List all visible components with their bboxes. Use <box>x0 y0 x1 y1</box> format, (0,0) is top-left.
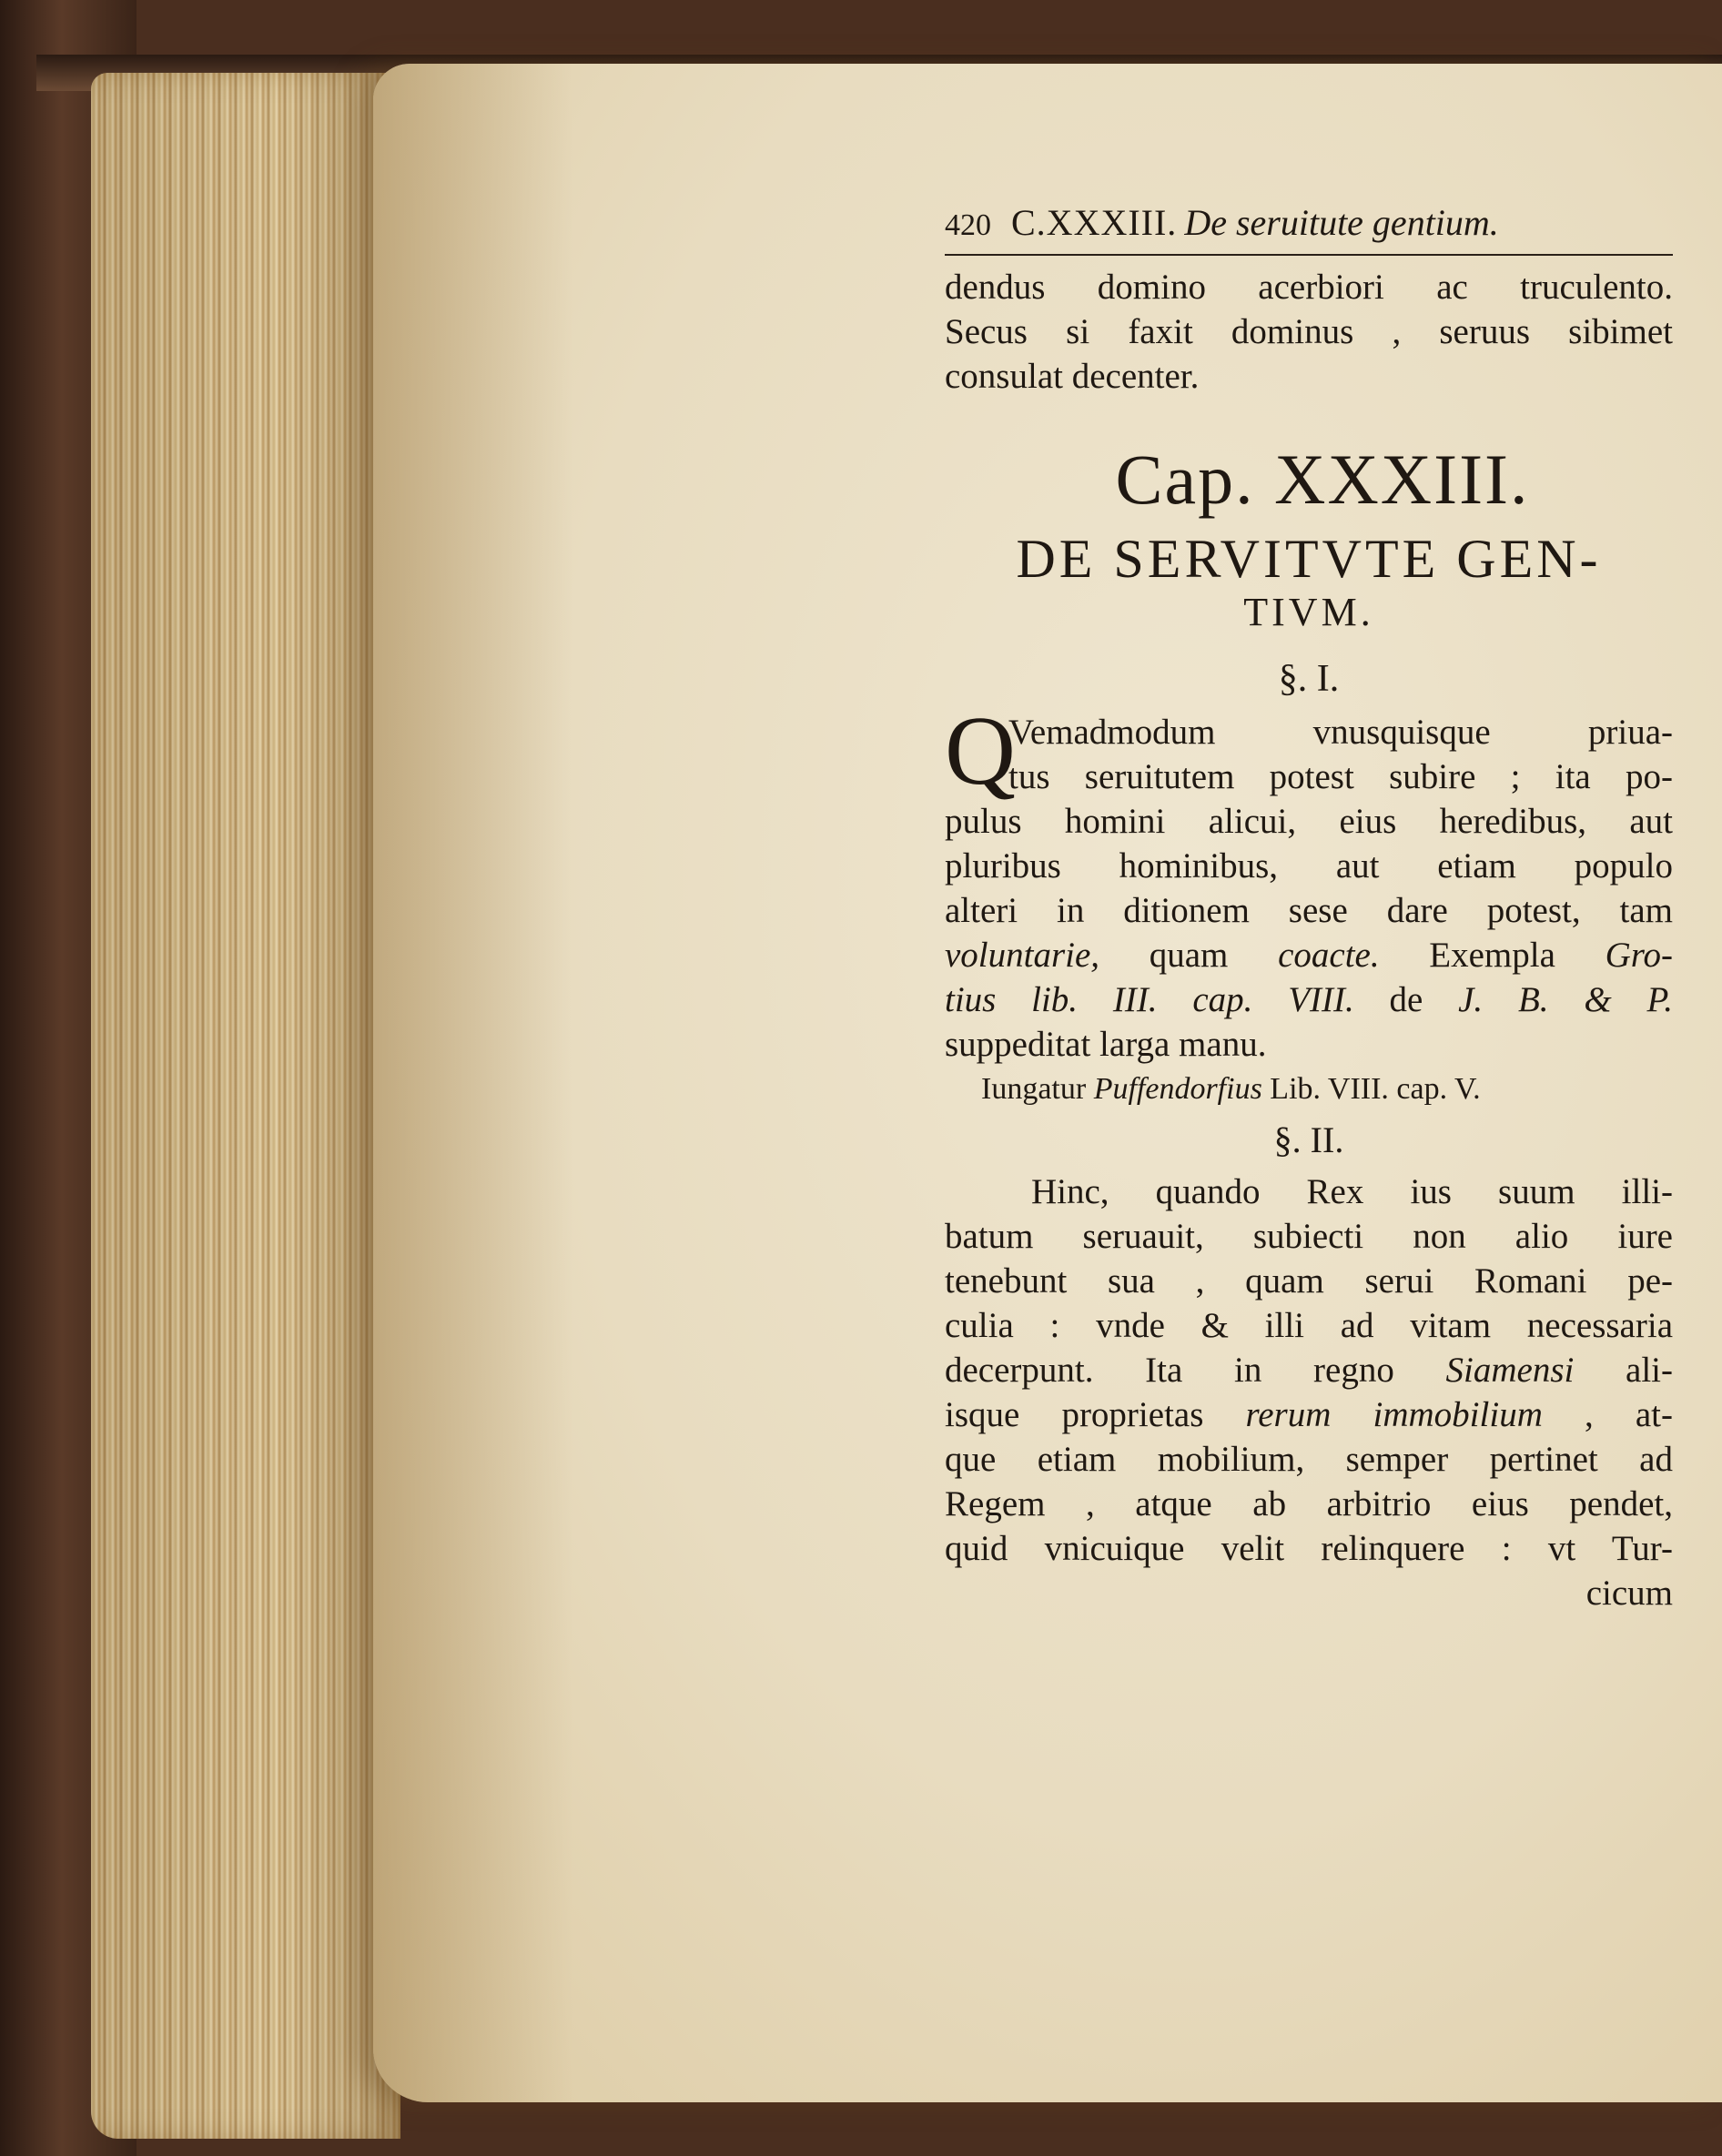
chapter-title-line-2: TIVM. <box>1243 590 1374 634</box>
text-line <box>945 977 1673 1022</box>
text-span: , at- <box>1542 1395 1673 1434</box>
italic-word: Puffendorfius <box>1093 1072 1262 1106</box>
text-block <box>945 202 1673 1615</box>
drop-cap: Q <box>945 697 1016 805</box>
text-line: Regem , atque ab arbitrio eius pendet, <box>945 1484 1673 1523</box>
text-line: suppeditat larga manu. <box>945 1025 1267 1064</box>
text-span: Exempla <box>1379 936 1606 975</box>
text-line: alteri in ditionem sese dare potest, tam <box>945 891 1673 930</box>
italic-word: Gro- <box>1605 936 1673 975</box>
catchword: cicum <box>1585 1574 1673 1613</box>
text-line <box>945 1392 1673 1437</box>
text-line: que etiam mobilium, semper pertinet ad <box>945 1440 1673 1479</box>
text-line: pulus homini alicui, eius heredibus, aut <box>945 802 1673 841</box>
text-line: tus seruitutem potest subire ; ita po- <box>1008 757 1673 796</box>
italic-word: voluntarie, <box>945 936 1100 975</box>
section-mark-2: §. II. <box>1273 1119 1344 1160</box>
italic-word: Siamensi <box>1445 1351 1575 1390</box>
page-number: 420 <box>945 208 991 242</box>
text-span: quam <box>1099 936 1279 975</box>
italic-word: J. B. & P. <box>1458 980 1673 1019</box>
text-line: culia : vnde & illi ad vitam necessaria <box>945 1306 1673 1345</box>
italic-word: rerum immobilium <box>1245 1395 1543 1434</box>
text-span: Lib. VIII. cap. V. <box>1261 1072 1481 1106</box>
text-span: isque proprietas <box>945 1395 1246 1434</box>
header-title: De seruitute gentium. <box>1184 202 1499 243</box>
section-1-paragraph <box>945 697 1673 1111</box>
section-mark-1: §. I. <box>1278 658 1340 700</box>
text-line: batum seruauit, subiecti non alio iure <box>945 1217 1673 1256</box>
text-span: ali- <box>1574 1351 1673 1390</box>
note-line <box>945 1067 1673 1111</box>
text-line: consulat decenter. <box>945 357 1200 396</box>
running-header <box>945 202 1673 256</box>
header-chapter: C.XXXIII. <box>1011 202 1178 243</box>
text-line: quid vnicuique velit relinquere : vt Tur- <box>945 1529 1673 1568</box>
text-line: dendus domino acerbiori ac truculento. <box>945 268 1673 307</box>
text-line <box>945 933 1673 977</box>
italic-word: tius lib. III. cap. VIII. <box>945 980 1354 1019</box>
text-line: pluribus hominibus, aut etiam populo <box>945 846 1673 886</box>
italic-word: coacte. <box>1278 936 1380 975</box>
text-line: Hinc, quando Rex ius suum illi- <box>1031 1172 1673 1211</box>
chapter-heading: Cap. XXXIII. <box>1115 440 1530 519</box>
text-line <box>945 1348 1673 1392</box>
page-gutter-shadow <box>373 64 573 2102</box>
text-span: de <box>1353 980 1459 1019</box>
page-edges <box>91 73 400 2139</box>
chapter-title-line-1: DE SERVITVTE GEN- <box>1016 529 1602 589</box>
text-span: Iungatur <box>981 1072 1094 1106</box>
text-line: tenebunt sua , quam serui Romani pe- <box>945 1261 1673 1301</box>
text-line: Secus si faxit dominus , seruus sibimet <box>945 312 1673 351</box>
text-line: Vemadmodum vnusquisque priua- <box>1008 713 1673 752</box>
text-span: decerpunt. Ita in regno <box>945 1351 1446 1390</box>
